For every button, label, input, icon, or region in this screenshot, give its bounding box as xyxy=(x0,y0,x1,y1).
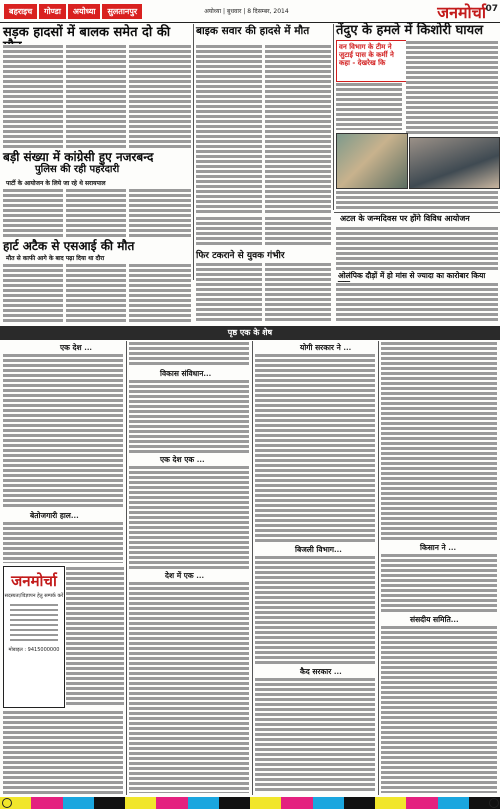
headline-road-accident: सड़क हादसों में बालक समेत दो की xyxy=(3,25,171,40)
continued-col-4a xyxy=(381,341,497,541)
page-number: 07 xyxy=(485,4,498,14)
article-olympic xyxy=(336,282,498,322)
column-divider xyxy=(126,341,127,795)
continued-section-header: पृष्ठ एक के शेष xyxy=(0,326,500,340)
continued-col-3b xyxy=(255,555,375,665)
registration-mark-icon xyxy=(489,798,499,808)
continued-col-1c xyxy=(66,566,124,706)
print-color-bar xyxy=(0,797,500,809)
article-col-1 xyxy=(3,44,63,148)
tab-gonda[interactable]: गोण्डा xyxy=(39,4,66,19)
subhead-si-death: मौत से काफी आगे के बाद पढ़ा दिया था दौरा xyxy=(6,255,105,262)
continued-col-1 xyxy=(3,353,123,509)
subhead-2: विकास संविधान... xyxy=(160,369,212,378)
article-leopard-col-1 xyxy=(336,82,402,130)
tab-sultanpur[interactable]: सुलतानपुर xyxy=(102,4,142,19)
article-col-2 xyxy=(66,44,126,148)
leopard-victim-photo xyxy=(336,133,408,189)
column-divider xyxy=(193,24,194,280)
subhead-7: बिजली विभाग... xyxy=(295,545,342,554)
article-si-col-2 xyxy=(66,263,126,323)
subhead-5: देश में एक ... xyxy=(165,571,205,580)
column-divider xyxy=(252,341,253,795)
subhead-8: किसान ने ... xyxy=(420,543,457,552)
subhead-1: एक देश ... xyxy=(60,343,93,352)
continued-col-1d xyxy=(3,710,123,794)
subhead-3: बेतोजगारी हाल... xyxy=(30,511,79,520)
article-congress-col-3 xyxy=(129,188,191,238)
ad-line-2: मोबाइल : 9415000000 xyxy=(8,647,60,653)
headline-leopard-attack: तेंदुए के हमले में किशोरी घायल xyxy=(336,23,484,38)
advertisement xyxy=(3,566,65,708)
district-tabs xyxy=(4,4,144,19)
column-divider xyxy=(378,341,379,795)
article-youth-col-2 xyxy=(265,262,331,322)
continued-col-3c xyxy=(255,677,375,793)
subhead-6: योगी सरकार ने ... xyxy=(300,343,352,352)
article-youth-col-1 xyxy=(196,262,262,322)
dateline: अयोध्या | बुधवार | 8 दिसम्बर, 2014 xyxy=(204,8,289,15)
continued-col-2b xyxy=(129,379,249,453)
continued-col-1b xyxy=(3,521,123,563)
continued-col-4b xyxy=(381,553,497,613)
subhead-party-event: पार्टी के आयोजन के लिये जा रहे थे सरायपाल xyxy=(6,180,106,187)
ad-logo: जनमोर्चा xyxy=(11,572,57,590)
tab-ayodhya[interactable]: अयोध्या xyxy=(68,4,101,19)
registration-mark-icon xyxy=(2,798,12,808)
article-bike-col-1 xyxy=(196,44,262,214)
article-leopard-col-3 xyxy=(336,190,498,210)
village-photo xyxy=(409,137,500,189)
ad-text xyxy=(10,603,58,643)
headline-police-vigil: पुलिस की रही पहरेदारी xyxy=(35,164,120,175)
continued-col-2c xyxy=(129,465,249,569)
subhead-10: कैद सरकार ... xyxy=(300,667,342,676)
column-divider xyxy=(333,24,334,210)
ad-line-1: सदस्यता/विज्ञापन हेतु सम्पर्क करें xyxy=(4,593,64,599)
continued-col-3a xyxy=(255,353,375,543)
article-si-col-3 xyxy=(129,263,191,323)
article-bike-col-4 xyxy=(265,216,331,246)
article-bike-col-2 xyxy=(265,44,331,214)
headline-bike-rider: बाइक सवार की हादसे में मौत xyxy=(196,25,310,37)
headline-atal-birthday: अटल के जन्मदिवस पर होंगे विविध आयोजन xyxy=(340,213,470,223)
article-bike-col-3 xyxy=(196,216,262,246)
headline-youth-injured: फिर टकराने से युवक गंभीर xyxy=(196,251,285,261)
newspaper-logo: जनमोर्चा xyxy=(437,3,486,22)
tab-bahraich[interactable]: बहराइच xyxy=(4,4,37,19)
masthead-bar xyxy=(0,0,500,22)
article-col-3 xyxy=(129,44,191,148)
article-congress-col-1 xyxy=(3,188,63,238)
highlight-box: वन विभाग के टीम ने जुटाई पास के कर्मी ने कहा - देखरेख कि xyxy=(336,40,408,82)
continued-col-2a xyxy=(129,341,249,367)
article-si-col-1 xyxy=(3,263,63,323)
subhead-9: संसदीय समिति... xyxy=(410,615,459,624)
continued-col-4c xyxy=(381,625,497,793)
subhead-4: एक देश एक ... xyxy=(160,455,205,464)
headline-congress-detained: बड़ी संख्या में कांग्रेसी हुए नजरबन्द xyxy=(3,150,154,164)
article-congress-col-2 xyxy=(66,188,126,238)
article-leopard-col-2 xyxy=(406,40,498,134)
article-atal xyxy=(336,226,498,270)
continued-col-2d xyxy=(129,581,249,793)
headline-olympic: ओलंपिक दौड़ों में हो मांस से ज्यादा का कारोबार किया xyxy=(338,271,486,280)
headline-si-death: हार्ट अटैक से एसआई की मौत xyxy=(3,239,135,253)
